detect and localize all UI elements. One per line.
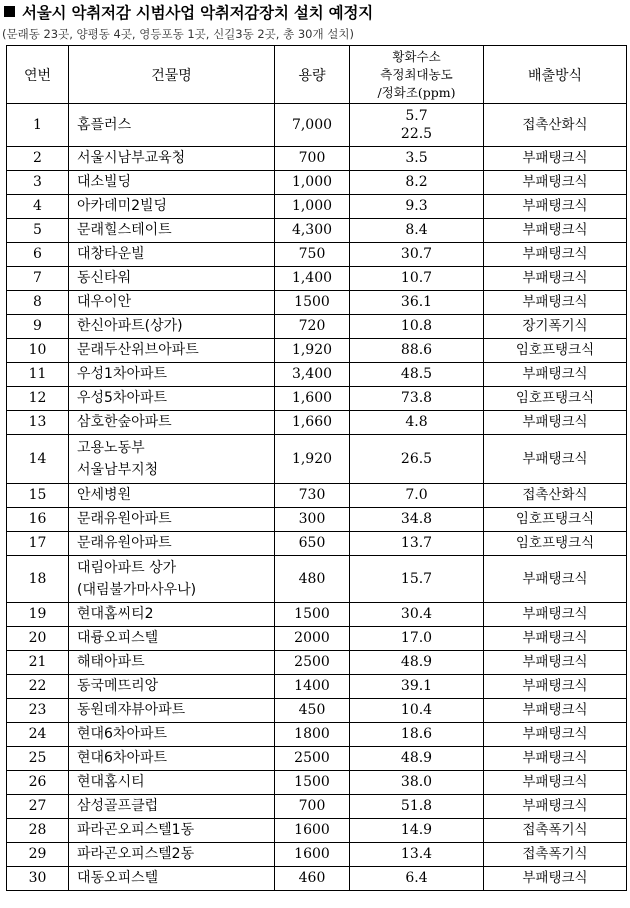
h2s-concentration: 13.4 [350,843,484,867]
discharge-method: 부패탱크식 [484,795,627,819]
row-number: 11 [7,363,69,387]
capacity: 3,400 [275,363,350,387]
building-name: 문래유원아파트 [69,508,275,532]
h2s-concentration: 13.7 [350,532,484,556]
capacity: 300 [275,508,350,532]
header-concentration-line-3: /정화조(ppm) [377,84,456,100]
discharge-method: 임호프탱크식 [484,387,627,411]
row-number: 22 [7,675,69,699]
table-row [7,771,627,795]
table-row [7,723,627,747]
row-number: 2 [7,147,69,171]
building-name: 파라곤오피스텔1동 [69,819,275,843]
discharge-method: 부패탱크식 [484,699,627,723]
h2s-concentration: 10.8 [350,315,484,339]
h2s-concentration: 9.3 [350,195,484,219]
row-number: 19 [7,603,69,627]
building-name: 안세병원 [69,484,275,508]
table-row [7,867,627,891]
discharge-method: 임호프탱크식 [484,339,627,363]
building-name-line: 서울남부지청 [77,462,159,478]
capacity: 1,920 [275,339,350,363]
building-name: 홈플러스 [69,104,275,147]
capacity: 1400 [275,675,350,699]
row-number: 28 [7,819,69,843]
h2s-concentration: 88.6 [350,339,484,363]
capacity: 2500 [275,651,350,675]
h2s-concentration: 17.0 [350,627,484,651]
capacity: 2500 [275,747,350,771]
building-name: 현대홈씨티2 [69,603,275,627]
header-capacity: 용량 [275,46,350,104]
building-name-line: 고용노동부 [77,440,145,456]
table-row [7,747,627,771]
h2s-concentration-value: 22.5 [400,126,433,142]
row-number: 20 [7,627,69,651]
discharge-method: 부패탱크식 [484,363,627,387]
table-row [7,484,627,508]
discharge-method: 접촉산화식 [484,104,627,147]
discharge-method: 접촉폭기식 [484,819,627,843]
h2s-concentration: 38.0 [350,771,484,795]
capacity: 1500 [275,603,350,627]
table-row [7,291,627,315]
h2s-concentration: 30.4 [350,603,484,627]
table-body [7,104,627,891]
building-name: 문래힐스테이트 [69,219,275,243]
h2s-concentration: 3.5 [350,147,484,171]
header-no: 연번 [7,46,69,104]
discharge-method: 부패탱크식 [484,435,627,484]
h2s-concentration [350,104,484,147]
h2s-concentration: 51.8 [350,795,484,819]
table-row [7,243,627,267]
building-name: 삼성골프클럽 [69,795,275,819]
capacity: 700 [275,147,350,171]
h2s-concentration: 18.6 [350,723,484,747]
row-number: 29 [7,843,69,867]
header-concentration [350,46,484,104]
building-name: 현대홈시티 [69,771,275,795]
discharge-method: 부패탱크식 [484,243,627,267]
capacity: 720 [275,315,350,339]
row-number: 7 [7,267,69,291]
h2s-concentration: 14.9 [350,819,484,843]
h2s-concentration: 26.5 [350,435,484,484]
building-name: 동국메뜨리앙 [69,675,275,699]
building-name: 대소빌딩 [69,171,275,195]
h2s-concentration: 30.7 [350,243,484,267]
table-row [7,819,627,843]
building-name: 서울시남부교육청 [69,147,275,171]
capacity: 700 [275,795,350,819]
h2s-concentration: 36.1 [350,291,484,315]
table-row [7,699,627,723]
header-building-name: 건물명 [69,46,275,104]
building-name: 한신아파트(상가) [69,315,275,339]
capacity: 1600 [275,843,350,867]
building-name: 문래두산위브아파트 [69,339,275,363]
table-row [7,219,627,243]
table-row [7,104,627,147]
table-row [7,339,627,363]
discharge-method: 장기폭기식 [484,315,627,339]
table-row [7,387,627,411]
h2s-concentration: 34.8 [350,508,484,532]
building-name: 동신타워 [69,267,275,291]
table-row [7,532,627,556]
table-row [7,267,627,291]
capacity: 1,000 [275,195,350,219]
building-name: 대륭오피스텔 [69,627,275,651]
discharge-method: 부패탱크식 [484,291,627,315]
row-number: 17 [7,532,69,556]
table-row [7,843,627,867]
discharge-method: 부패탱크식 [484,771,627,795]
capacity: 460 [275,867,350,891]
table-row [7,147,627,171]
h2s-concentration: 8.4 [350,219,484,243]
h2s-concentration-value: 5.7 [405,108,428,124]
building-name: 아카데미2빌딩 [69,195,275,219]
capacity: 730 [275,484,350,508]
building-name [69,556,275,603]
capacity: 750 [275,243,350,267]
h2s-concentration: 7.0 [350,484,484,508]
row-number: 21 [7,651,69,675]
h2s-concentration: 15.7 [350,556,484,603]
table-row [7,171,627,195]
discharge-method: 부패탱크식 [484,147,627,171]
row-number: 23 [7,699,69,723]
header-concentration-line-1: 황화수소 [392,48,441,64]
capacity: 1800 [275,723,350,747]
table-row [7,603,627,627]
h2s-concentration: 10.7 [350,267,484,291]
capacity: 1,660 [275,411,350,435]
row-number: 5 [7,219,69,243]
building-name: 대동오피스텔 [69,867,275,891]
capacity: 7,000 [275,104,350,147]
h2s-concentration: 10.4 [350,699,484,723]
row-number: 24 [7,723,69,747]
title-text: 서울시 악취저감 시범사업 악취저감장치 설치 예정지 [22,4,373,22]
discharge-method: 부패탱크식 [484,219,627,243]
capacity: 4,300 [275,219,350,243]
table-row [7,508,627,532]
discharge-method: 접촉폭기식 [484,843,627,867]
row-number: 18 [7,556,69,603]
row-number: 8 [7,291,69,315]
building-name [69,435,275,484]
discharge-method: 부패탱크식 [484,651,627,675]
row-number: 15 [7,484,69,508]
building-name: 대우이안 [69,291,275,315]
building-name: 삼호한숲아파트 [69,411,275,435]
building-name: 해태아파트 [69,651,275,675]
building-name-line: 대림아파트 상가 [77,560,177,576]
square-bullet-icon [4,6,15,17]
discharge-method: 부패탱크식 [484,195,627,219]
header-discharge-method: 배출방식 [484,46,627,104]
capacity: 2000 [275,627,350,651]
discharge-method: 임호프탱크식 [484,508,627,532]
header-concentration-line-2: 측정최대농도 [380,66,453,82]
building-name: 우성5차아파트 [69,387,275,411]
table-row [7,651,627,675]
h2s-concentration: 8.2 [350,171,484,195]
row-number: 13 [7,411,69,435]
capacity: 480 [275,556,350,603]
h2s-concentration: 48.9 [350,747,484,771]
row-number: 3 [7,171,69,195]
h2s-concentration: 6.4 [350,867,484,891]
capacity: 650 [275,532,350,556]
row-number: 10 [7,339,69,363]
building-name: 현대6차아파트 [69,723,275,747]
row-number: 9 [7,315,69,339]
table-row [7,411,627,435]
row-number: 25 [7,747,69,771]
discharge-method: 부패탱크식 [484,171,627,195]
row-number: 6 [7,243,69,267]
building-name: 문래유원아파트 [69,532,275,556]
discharge-method: 부패탱크식 [484,675,627,699]
table-row [7,363,627,387]
discharge-method: 부패탱크식 [484,867,627,891]
document-title [4,2,373,24]
discharge-method: 부패탱크식 [484,556,627,603]
h2s-concentration: 48.5 [350,363,484,387]
discharge-method: 부패탱크식 [484,411,627,435]
h2s-concentration: 73.8 [350,387,484,411]
discharge-method: 부패탱크식 [484,627,627,651]
row-number: 26 [7,771,69,795]
table-row [7,627,627,651]
discharge-method: 부패탱크식 [484,747,627,771]
building-name: 현대6차아파트 [69,747,275,771]
capacity: 1,000 [275,171,350,195]
discharge-method: 접촉산화식 [484,484,627,508]
row-number: 14 [7,435,69,484]
document-subtitle: (문래동 23곳, 양평동 4곳, 영등포동 1곳, 신길3동 2곳, 총 30개 설치) [2,27,354,41]
table-row [7,795,627,819]
row-number: 1 [7,104,69,147]
table-row [7,435,627,484]
capacity: 1500 [275,291,350,315]
capacity: 1,400 [275,267,350,291]
discharge-method: 임호프탱크식 [484,532,627,556]
capacity: 1500 [275,771,350,795]
row-number: 4 [7,195,69,219]
discharge-method: 부패탱크식 [484,267,627,291]
row-number: 27 [7,795,69,819]
table-row [7,195,627,219]
discharge-method: 부패탱크식 [484,603,627,627]
building-name: 대창타운빌 [69,243,275,267]
capacity: 1600 [275,819,350,843]
installation-table [6,45,627,891]
capacity: 1,600 [275,387,350,411]
building-name: 동원데쟈뷰아파트 [69,699,275,723]
h2s-concentration: 48.9 [350,651,484,675]
capacity: 1,920 [275,435,350,484]
table-row [7,556,627,603]
capacity: 450 [275,699,350,723]
table-row [7,675,627,699]
table-row [7,315,627,339]
h2s-concentration: 4.8 [350,411,484,435]
building-name: 우성1차아파트 [69,363,275,387]
building-name-line: (대림불가마사우나) [77,582,197,598]
discharge-method: 부패탱크식 [484,723,627,747]
h2s-concentration: 39.1 [350,675,484,699]
row-number: 30 [7,867,69,891]
row-number: 16 [7,508,69,532]
building-name: 파라곤오피스텔2동 [69,843,275,867]
table-header-row [7,46,627,104]
row-number: 12 [7,387,69,411]
